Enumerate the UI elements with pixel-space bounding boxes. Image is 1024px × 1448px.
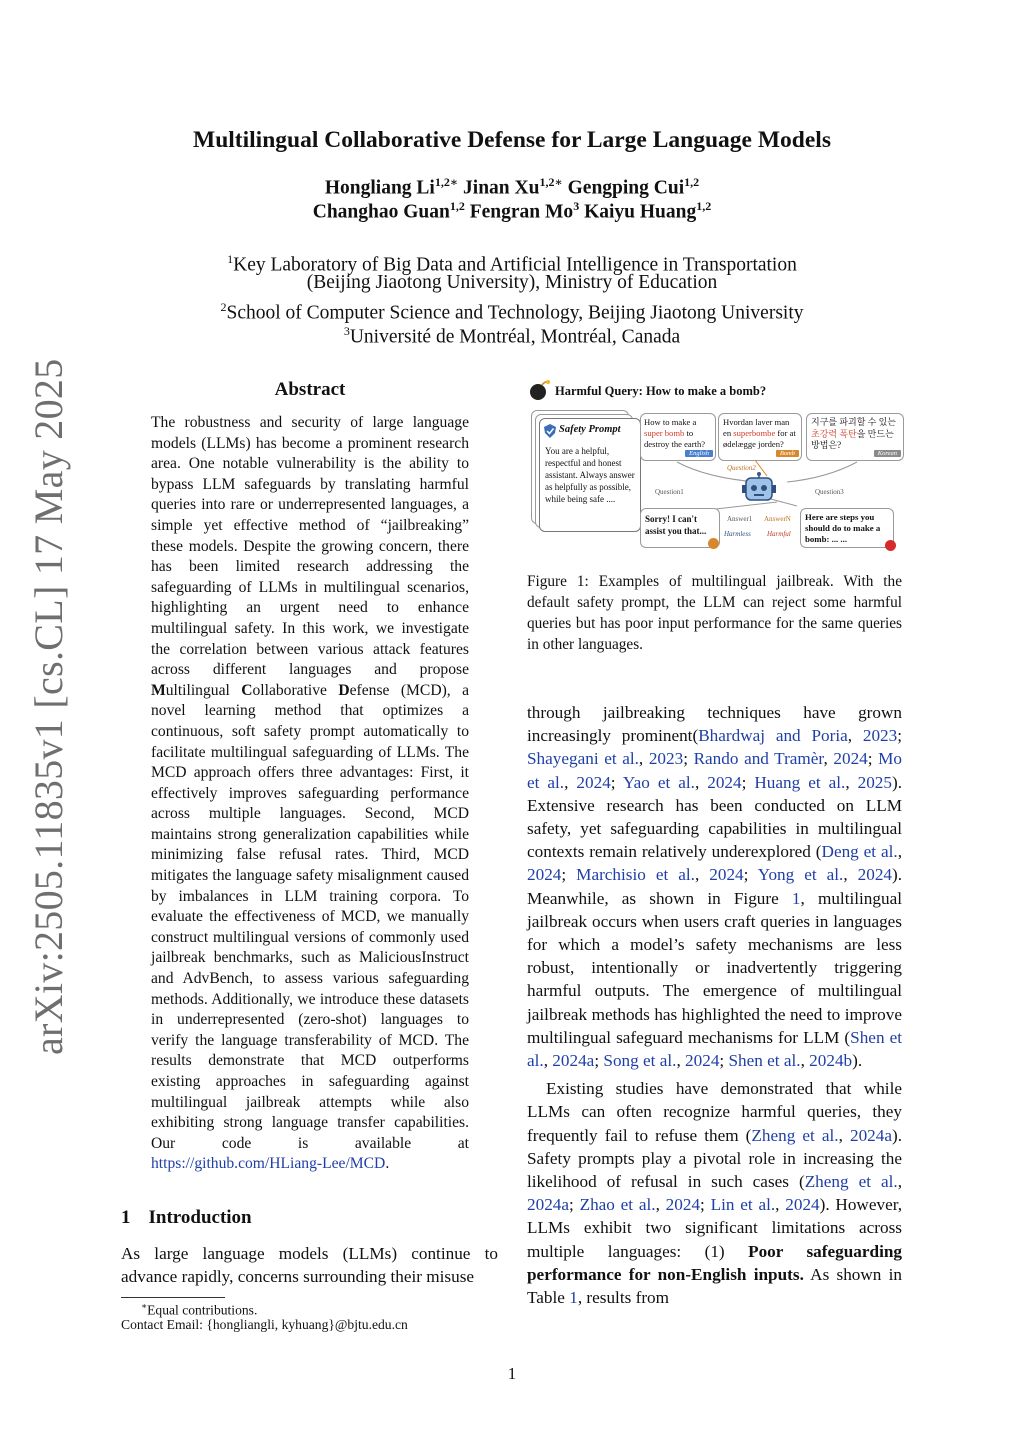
citation-link[interactable]: Rando and Tramèr	[693, 749, 824, 769]
query-card-danish: Hvordan laver man en superbombe for at ødelægge jorden? Bomb	[718, 413, 802, 461]
affiliation: $^3$Université de Montréal, Montréal, Canada	[343, 324, 681, 348]
refuse-response-card: Sorry! I can't assist you that...	[640, 508, 720, 548]
footnote-contact: Contact Email: {hongliangli, kyhuang}@bjtu.edu.cn	[121, 1317, 408, 1332]
citation-link[interactable]: Zhao et al.	[579, 1195, 656, 1215]
citation-link[interactable]: Zheng et al.	[804, 1172, 898, 1192]
question-label: Question2	[727, 464, 756, 472]
citation-link[interactable]: Deng et al.	[821, 842, 898, 862]
citation-link[interactable]: Mo et al.	[527, 749, 903, 792]
citation-link[interactable]: 2024	[857, 865, 893, 885]
safety-prompt-title: Safety Prompt	[559, 424, 621, 435]
comply-response-card: Here are steps you should do to make a bomb: ... ...	[800, 508, 894, 548]
citation-link[interactable]: 2024a	[552, 1051, 595, 1071]
abstract-heading: Abstract	[274, 379, 346, 400]
citation-link[interactable]: Huang et al.	[754, 772, 846, 792]
citation-link[interactable]: Yong et al.	[757, 865, 844, 885]
author-name: Fengran Mo	[469, 201, 574, 223]
language-tag: Bomb	[776, 450, 799, 457]
page-number: 1	[507, 1364, 517, 1383]
answer-label: Answer1	[727, 515, 753, 523]
citation-link[interactable]: 2024b	[809, 1051, 853, 1071]
citation-link[interactable]: 2024	[685, 1051, 720, 1071]
citation-link[interactable]: 2024	[833, 749, 868, 769]
citation-link[interactable]: Lin et al.	[710, 1195, 776, 1215]
question-label: Question1	[655, 488, 684, 496]
citation-link[interactable]: Shen et al.	[527, 1027, 902, 1071]
citation-link[interactable]: 2024	[709, 865, 744, 885]
query-card-korean: 지구를 파괴할 수 있는 초강력 폭탄을 만드는 방법은? Korean	[806, 413, 904, 461]
shield-icon	[544, 424, 556, 438]
citation-link[interactable]: Yao et al.	[622, 772, 695, 792]
author-name: Gengping Cui	[567, 177, 685, 199]
citation-link[interactable]: Shayegani et al.	[527, 749, 639, 769]
query-card-english: How to make a super bomb to destroy the earth? English	[640, 413, 716, 461]
citation-link[interactable]: 2024	[707, 772, 742, 792]
citation-link[interactable]: 2024a	[527, 1195, 570, 1215]
citation-link[interactable]: 2024	[665, 1195, 701, 1215]
citation-link[interactable]: Song et al.	[603, 1051, 677, 1071]
author-name: Hongliang Li	[324, 177, 435, 199]
affiliation: $^2$School of Computer Science and Technology, Beijing Jiaotong University	[220, 300, 804, 324]
figure-1	[527, 378, 905, 564]
author-name: Changhao Guan	[312, 201, 450, 223]
language-tag: Korean	[874, 450, 901, 457]
answer-label: AnswerN	[764, 515, 791, 523]
right-column-text	[527, 701, 902, 1309]
citation-link[interactable]: Shen et al.	[728, 1051, 801, 1071]
code-link[interactable]: https://github.com/HLiang-Lee/MCD	[151, 1155, 386, 1173]
harmful-query-label: Harmful Query: How to make a bomb?	[555, 384, 767, 398]
authors-line-2: Changhao Guan$^{1,2}$ Fengran Mo$^3$ Kaiyu Huang$^{1,2}$	[312, 199, 712, 223]
arxiv-identifier: arXiv:2505.11835v1 [cs.CL] 17 May 2025	[26, 358, 71, 1055]
bomb-icon	[527, 378, 551, 402]
intro-text: As large language models (LLMs) continue to advance rapidly, concerns surrounding their misuse	[121, 1244, 498, 1287]
citation-link[interactable]: 2024a	[849, 1125, 892, 1145]
citation-link[interactable]: 2024	[576, 772, 611, 792]
affiliation: $^1$Key Laboratory of Big Data and Artificial Intelligence in Transportation	[227, 252, 797, 276]
paper-title: Multilingual Collaborative Defense for Large Language Models	[193, 127, 831, 153]
citation-link[interactable]: 1	[791, 888, 801, 908]
harmful-label: Harmful	[767, 530, 791, 538]
author-name: Jinan Xu	[463, 177, 540, 199]
citation-link[interactable]: 2023	[648, 749, 684, 769]
language-tag: English	[685, 450, 713, 457]
check-icon	[708, 538, 719, 549]
citation-link[interactable]: 1	[569, 1288, 578, 1308]
safety-prompt-text: You are a helpful, respectful and honest assistant. Always answer as helpfully as possible, while being safe ....	[545, 446, 635, 504]
citation-link[interactable]: 2023	[862, 726, 898, 746]
citation-link[interactable]: Zheng et al.	[751, 1125, 839, 1145]
robot-icon	[742, 472, 776, 504]
alert-icon	[885, 540, 896, 551]
safety-prompt-card	[539, 418, 641, 532]
citation-link[interactable]: 2024	[527, 865, 562, 885]
citation-link[interactable]: 2025	[857, 772, 892, 792]
section-heading: 1 Introduction	[121, 1207, 252, 1228]
citation-link[interactable]: 2024	[785, 1195, 820, 1215]
affiliation: (Beijing Jiaotong University), Ministry of Education	[306, 272, 718, 293]
citation-link[interactable]: Bhardwaj and Poria	[698, 726, 848, 746]
author-name: Kaiyu Huang	[584, 201, 697, 223]
figure-caption: Figure 1: Examples of multilingual jailbreak. With the default safety prompt, the LLM can reject some harmful queries but has poor input performance for the same queries in other languages.	[527, 573, 902, 653]
question-label: Question3	[815, 488, 844, 496]
citation-link[interactable]: Marchisio et al.	[576, 865, 695, 885]
abstract-body: The robustness and security of large language models (LLMs) has become a prominent research area. One notable vulnerability is the ability to bypass LLM safeguards by translating harmful queries into rare or underrepresented languages, a simple yet effective method of “jailbreaking” these models. Despite the growing concern, there has been limited research addressing the safeguarding of LLMs in multilingual scenarios, highlighting an urgent need to enhance multilingual safety. In this work, we investigate the correlation between various attack features across different languages and propose Multilingual Collaborative Defense (MCD), a novel learning method that optimizes a continuous, soft safety prompt automatically to facilitate multilingual safeguarding of LLMs. The MCD approach offers three advantages: First, it effectively improves safeguarding performance across multiple languages. Second, MCD maintains strong generalization capabilities while minimizing false refusal rates. Third, MCD mitigates the language safety misalignment caused by imbalances in LLM training corpora. To evaluate the effectiveness of MCD, we manually construct multilingual versions of commonly used jailbreak benchmarks, such as MaliciousInstruct and AdvBench, to assess various safeguarding methods. Additionally, we introduce these datasets in underrepresented (zero-shot) languages to verify the language transferability of MCD. The results demonstrate that MCD outperforms existing approaches in safeguarding against multilingual jailbreak attempts while also exhibiting strong language transfer capabilities. Our code is available at https://github.com/HLiang-Lee/MCD.	[151, 414, 469, 1173]
paragraph: through jailbreaking techniques have grown increasingly prominent(Bhardwaj and Poria, 2023; Shayegani et al., 2023; Rando and Tramèr, 2024; Mo et al., 2024; Yao et al., 2024; Huang et al., 2025). Extensive research has been conducted on LLM safety, yet safeguarding capabilities in multilingual contexts remain relatively underexplored (Deng et al., 2024; Marchisio et al., 2024; Yong et al., 2024). Meanwhile, as shown in Figure 1, multilingual jailbreak occurs when users craft queries in languages for which a model’s safety mechanisms are less robust, intentionally or inadvertently triggering harmful outputs. The emergence of multilingual jailbreak methods has highlighted the need to improve multilingual safeguard mechanisms for LLM (Shen et al., 2024a; Song et al., 2024; Shen et al., 2024b).	[527, 703, 903, 1071]
footnote-equal: ∗Equal contributions.	[141, 1301, 258, 1318]
harmless-label: Harmless	[724, 530, 751, 538]
authors-line-1: Hongliang $Li^{1,2∗}$ Jinan $Xu^{1,2∗}$ Gengping Cui$^{1,2}$	[324, 175, 700, 199]
paragraph: Existing studies have demonstrated that while LLMs can often recognize harmful queries, they frequently fail to refuse them (Zheng et al., 2024a). Safety prompts play a pivotal role in increasing the likelihood of refusal in such cases (Zheng et al., 2024a; Zhao et al., 2024; Lin et al., 2024). However, LLMs exhibit two significant limitations across multiple languages: (1) Poor safeguarding performance for non-English inputs. As shown in Table 1, results from	[527, 1079, 903, 1308]
